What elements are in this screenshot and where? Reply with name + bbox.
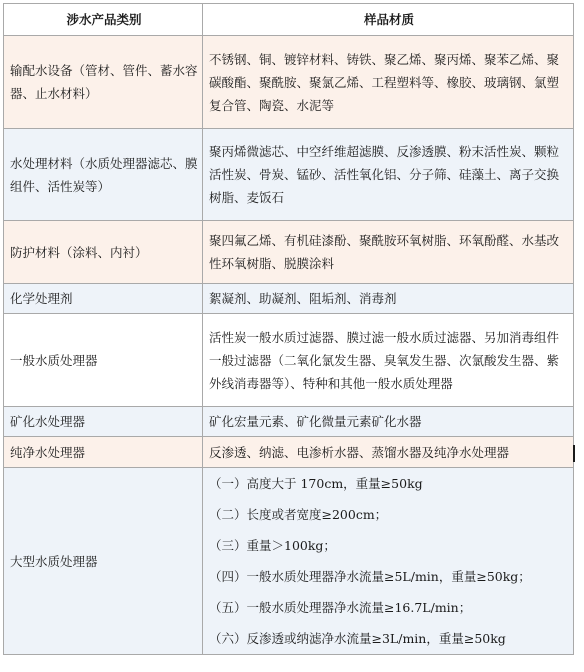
material-cell: 聚四氟乙烯、有机硅漆酚、聚酰胺环氧树脂、环氧酚醛、水基改性环氧树脂、脱膜涂料 xyxy=(203,221,574,284)
material-list-item: （一）高度大于 170cm，重量≥50kg xyxy=(209,476,423,491)
table-row xyxy=(4,437,574,468)
material-cell: 矿化宏量元素、矿化微量元素矿化水器 xyxy=(203,407,574,437)
table-header-row xyxy=(4,4,574,36)
table-row xyxy=(4,468,574,655)
category-cell: 纯净水处理器 xyxy=(4,437,203,468)
table-row xyxy=(4,314,574,407)
material-cell: 絮凝剂、助凝剂、阻垢剂、消毒剂 xyxy=(203,284,574,314)
material-list-item: （五）一般水质处理器净水流量≥16.7L/min； xyxy=(209,600,472,615)
material-list-item: （四）一般水质处理器净水流量≥5L/min，重量≥50kg； xyxy=(209,569,531,584)
product-material-table xyxy=(3,3,574,655)
material-cell: 不锈钢、铜、镀锌材料、铸铁、聚乙烯、聚丙烯、聚苯乙烯、聚碳酸酯、聚酰胺、聚氯乙烯、工程塑料等、橡胶、玻璃钢、氯塑复合管、陶瓷、水泥等 xyxy=(203,36,574,129)
material-list-item: （三）重量＞100kg； xyxy=(209,538,336,553)
material-cell: 活性炭一般水质过滤器、膜过滤一般水质过滤器、另加消毒组件一般过滤器（二氧化氯发生器、臭氧发生器、次氯酸发生器、紫外线消毒器等）、特种和其他一般水质处理器 xyxy=(203,314,574,407)
table-row xyxy=(4,407,574,437)
category-cell: 防护材料（涂料、内衬） xyxy=(4,221,203,284)
table-row xyxy=(4,36,574,129)
table-row xyxy=(4,221,574,284)
category-cell: 一般水质处理器 xyxy=(4,314,203,407)
category-cell: 化学处理剂 xyxy=(4,284,203,314)
material-list-item: （六）反渗透或纳滤净水流量≥3L/min，重量≥50kg xyxy=(209,631,506,646)
category-cell: 大型水质处理器 xyxy=(4,468,203,655)
material-list-item: （二）长度或者宽度≥200cm； xyxy=(209,507,388,522)
material-cell xyxy=(203,468,574,655)
header-category: 涉水产品类别 xyxy=(4,4,203,36)
table-row xyxy=(4,129,574,221)
header-material: 样品材质 xyxy=(203,4,574,36)
category-cell: 矿化水处理器 xyxy=(4,407,203,437)
material-cell: 反渗透、纳滤、电渗析水器、蒸馏水器及纯净水处理器 xyxy=(203,437,574,468)
edge-mark xyxy=(573,445,575,462)
table-row xyxy=(4,284,574,314)
category-cell: 输配水设备（管材、管件、蓄水容器、止水材料） xyxy=(4,36,203,129)
category-cell: 水处理材料（水质处理器滤芯、膜组件、活性炭等） xyxy=(4,129,203,221)
material-cell: 聚丙烯微滤芯、中空纤维超滤膜、反渗透膜、粉末活性炭、颗粒活性炭、骨炭、锰砂、活性氧化铝、分子筛、硅藻土、离子交换树脂、麦饭石 xyxy=(203,129,574,221)
